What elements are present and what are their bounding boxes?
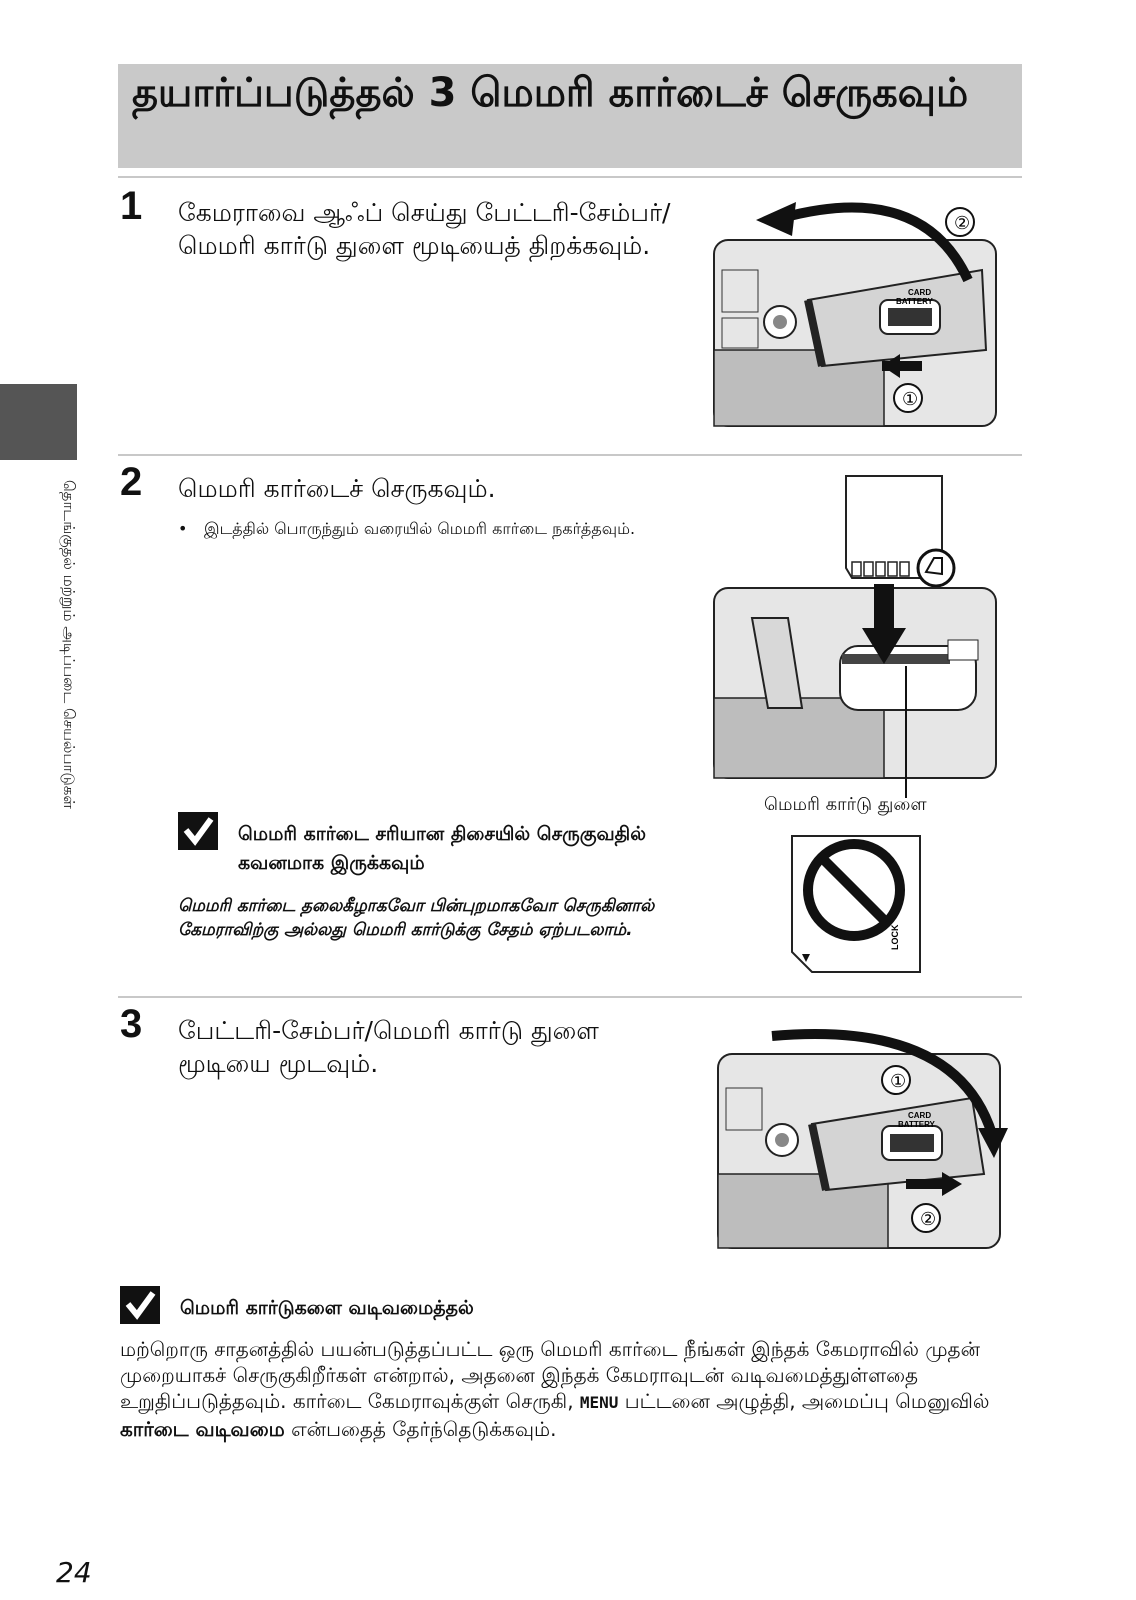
note-format-title: மெமரி கார்டுகளை வடிவமைத்தல்	[180, 1297, 474, 1319]
note-format-body	[120, 1336, 1022, 1442]
step-2-illustration	[712, 468, 1022, 828]
svg-text:②: ②	[920, 1209, 937, 1229]
svg-text:BATTERY: BATTERY	[898, 1120, 935, 1129]
bullet-dot: •	[178, 519, 188, 538]
svg-text:LOCK: LOCK	[890, 924, 900, 950]
note-format-text-3: என்பதைத் தேர்ந்தெடுக்கவும்.	[284, 1417, 557, 1441]
page-number: 24	[56, 1556, 92, 1589]
note-format-text-2: பட்டனை அழுத்தி, அமைப்பு மெனுவில்	[618, 1389, 990, 1413]
svg-text:①: ①	[902, 389, 919, 409]
svg-text:②: ②	[954, 213, 971, 233]
step-2-bullet	[178, 518, 638, 539]
caution-check-icon	[120, 1286, 160, 1324]
step-1-illustration	[712, 190, 1022, 430]
svg-text:CARD: CARD	[908, 1111, 932, 1120]
step-1-text: கேமராவை ஆஃப் செய்து பேட்டரி-சேம்பர்/மெமரி கார்டு துளை மூடியைத் திறக்கவும்.	[178, 198, 671, 260]
page-title: தயார்ப்படுத்தல் 3 மெமரி கார்டைச் செருகவும்	[132, 70, 969, 116]
svg-text:①: ①	[890, 1071, 907, 1091]
step-2-number: 2	[120, 460, 143, 504]
divider	[118, 996, 1022, 998]
divider	[118, 176, 1022, 178]
format-card-term: கார்டை வடிவமை	[120, 1417, 285, 1441]
step-3-illustration	[716, 1024, 1016, 1250]
divider	[118, 454, 1022, 456]
section-tab	[0, 384, 77, 460]
step-3-number: 3	[120, 1002, 143, 1046]
svg-text:CARD: CARD	[908, 288, 932, 297]
step-1-number: 1	[120, 184, 143, 228]
step-2-text: மெமரி கார்டைச் செருகவும்.	[178, 474, 496, 503]
sidebar-section-label: தொடங்குதல் மற்றும் அடிப்படை செயல்பாடுகள்	[60, 480, 78, 809]
step-2-bullet-text: இடத்தில் பொருந்தும் வரையில் மெமரி கார்டை நகர்த்தவும்.	[204, 519, 636, 538]
note-format-text-1: மற்றொரு சாதனத்தில் பயன்படுத்தப்பட்ட ஒரு மெமரி கார்டை நீங்கள் இந்தக் கேமராவில் முதன் முறையாகச் செருகுகிறீர்கள் என்றால், அதனை இந்தக் கேமராவுடன் வடிவமைத்துள்ளதை உறுதிப்படுத்தவும். கார்டை கேமராவுக்குள் செருகி,	[120, 1337, 980, 1413]
note-orientation-body: மெமரி கார்டை தலைகீழாகவோ பின்புறமாகவோ செருகினால் கேமராவிற்கு அல்லது மெமரி கார்டுக்கு சேதம் ஏற்படலாம்.	[178, 896, 655, 940]
menu-button-label: MENU	[579, 1393, 619, 1412]
caution-check-icon	[178, 812, 218, 850]
wrong-orientation-card-illustration	[786, 832, 926, 982]
note-orientation-title: மெமரி கார்டை சரியான திசையில் செருகுவதில் கவனமாக இருக்கவும்	[238, 823, 646, 874]
step-3-text: பேட்டரி-சேம்பர்/மெமரி கார்டு துளை மூடியை மூடவும்.	[178, 1016, 599, 1078]
card-slot-caption: மெமரி கார்டு துளை	[764, 794, 927, 815]
svg-text:BATTERY: BATTERY	[896, 297, 933, 306]
